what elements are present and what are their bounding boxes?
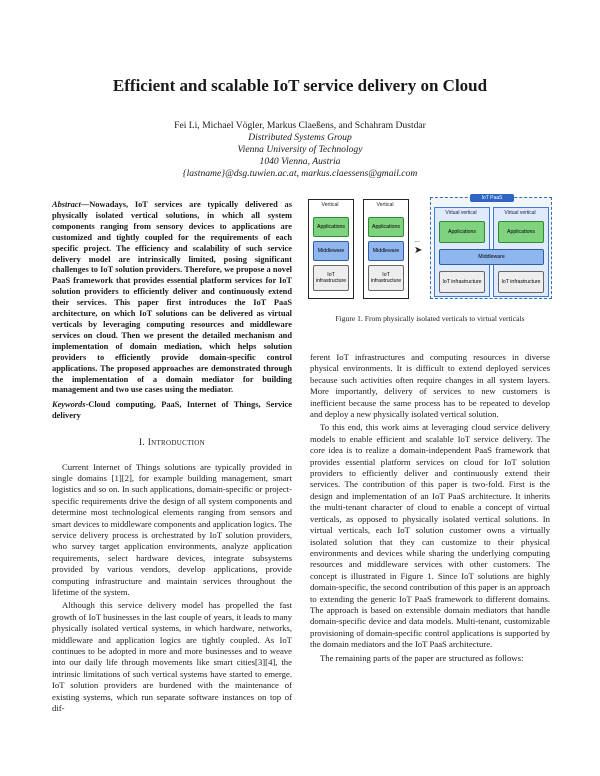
vertical-label-2: Vertical xyxy=(376,202,394,208)
figure-1 xyxy=(308,193,552,299)
shared-middleware-layer: Middleware xyxy=(439,249,544,265)
applications-layer-1: Applications xyxy=(313,217,349,237)
paragraph: To this end, this work aims at leveraging cloud service delivery models to enable efficient and scalable IoT service delivery. The core idea is to realize a domain-independent PaaS framework that provides essential platform services on cloud for IoT solution providers to efficiently deliver and continuously extend their services. The contribution of this paper is two-fold. First is the design and implementation of an IoT PaaS architecture. It inherits the multi-tenant character of cloud to enable a concept of virtual verticals, as opposed to physically isolated vertical solutions. In virtual verticals, each IoT solution customer owns a virtually isolated solution that they can customize to their physical environments and devices while sharing the underlying computing resources and middleware services with other customers. The concept is illustrated in Figure 1. Since IoT solutions are highly domain-specific, the second contribution of this paper is an approach to extending the generic IoT PaaS framework to different domains. The approach is based on extensible domain mediators that handle domain-specific device and data models. Multi-tenant, customizable provisioning of domain-specific control applications is supported by the domain mediators and the IoT PaaS architecture. xyxy=(310,422,550,650)
infrastructure-layer-2: IoT infrastructure xyxy=(368,265,404,291)
infrastructure-layer-3: IoT infrastructure xyxy=(439,271,485,293)
left-column xyxy=(52,200,292,714)
keywords xyxy=(52,400,292,422)
author-emails: {lastname}@dsg.tuwien.ac.at, markus.claessens@gmail.com xyxy=(182,168,418,179)
paragraph: Although this service delivery model has propelled the fast growth of IoT businesses in the last couple of years, it leads to many physically isolated vertical systems, in which hardware, networks, middleware and application logics are tightly coupled. As IoT continues to be adopted in more and more businesses and to weave into our daily life through movements like smart cities[3][4], the intrinsic limitations of such vertical systems have started to emerge. IoT solution providers are burdened with the maintenance of existing systems, which run separate software instances on top of dif- xyxy=(52,600,292,714)
keywords-lead: Keywords xyxy=(52,400,86,410)
paragraph: ferent IoT infrastructures and computing resources in diverse physical environments. It is difficult to extend deployed services because such activities often require changes in all system layers. More importantly, delivery of services to new customers is inefficient because the same process has to be repeated to develop and deploy a new physically isolated vertical solution. xyxy=(310,352,550,420)
right-column xyxy=(310,352,550,664)
keywords-text: -Cloud computing, PaaS, Internet of Things, Service delivery xyxy=(52,400,292,421)
paragraph: The remaining parts of the paper are structured as follows: xyxy=(320,652,524,663)
infrastructure-layer-4: IoT infrastructure xyxy=(498,271,544,293)
infrastructure-layer-1: IoT infrastructure xyxy=(313,265,349,291)
virtual-vertical-label-2: Virtual vertical xyxy=(504,210,536,216)
middleware-layer-2: Middleware xyxy=(368,241,404,261)
virtual-vertical-label-1: Virtual vertical xyxy=(445,210,477,216)
middleware-layer-1: Middleware xyxy=(313,241,349,261)
paper-title: Efficient and scalable IoT service delivery on Cloud xyxy=(112,76,488,95)
author-names: Fei Li, Michael Vögler, Markus Claeßens, and Schahram Dustdar xyxy=(174,120,426,131)
affiliation-group: Distributed Systems Group xyxy=(248,132,352,143)
affiliation-university: Vienna University of Technology xyxy=(237,144,363,155)
applications-layer-3: Applications xyxy=(439,221,485,243)
affiliation-city: 1040 Vienna, Austria xyxy=(259,156,341,167)
figure-caption: Figure 1. From physically isolated verticals to virtual verticals xyxy=(335,314,525,323)
ellipsis-text: ... xyxy=(414,237,420,244)
abstract xyxy=(52,200,292,396)
applications-layer-2: Applications xyxy=(368,217,404,237)
applications-layer-4: Applications xyxy=(498,221,544,243)
arrow-right-icon: ➤ xyxy=(414,245,423,256)
author-block xyxy=(0,120,600,180)
abstract-lead: Abstract xyxy=(52,200,81,209)
vertical-label-1: Vertical xyxy=(321,202,339,208)
section-heading-introduction: I. Introduction xyxy=(139,438,205,449)
abstract-text: —Nowadays, IoT services are typically delivered as physically isolated vertical solutions, in which all system components ranging from sensory devices to applications are customized and tightly coupled for the requirements of each specific project. The efficiency and scalability of such service delivery model are intrinsically limited, posing significant challenges to IoT solution providers. Therefore, we propose a novel PaaS framework that provides essential platform services for IoT solution providers to efficiently deliver and continuously extend their services. This paper first introduces the IoT PaaS architecture, on which IoT solutions can be delivered as virtual verticals by leveraging computing resources and middleware services on cloud. Then we present the detailed mechanism and implementation of domain mediation, which helps solution providers to efficiently provide domain-specific control applications. The proposed approaches are demonstrated through the implementation of a domain mediator for building management and two use cases using the mediator. xyxy=(52,200,292,395)
paas-title: IoT PaaS xyxy=(470,194,514,202)
paragraph: Current Internet of Things solutions are typically provided in single domains [1][2], for example building management, smart logistics and so on. In such applications, domain-specific or project-specific requirements drive the design of all system components and determine most technological elements ranging from sensors and smart devices to middleware components and application logics. The service delivery process is orchestrated by IoT solution providers, who survey target application environments, analyze application requirements, select hardware devices, integrate subsystems provided by various vendors, develop applications, provide computing infrastructure and maintain services throughout the lifetime of the system. xyxy=(52,461,292,597)
